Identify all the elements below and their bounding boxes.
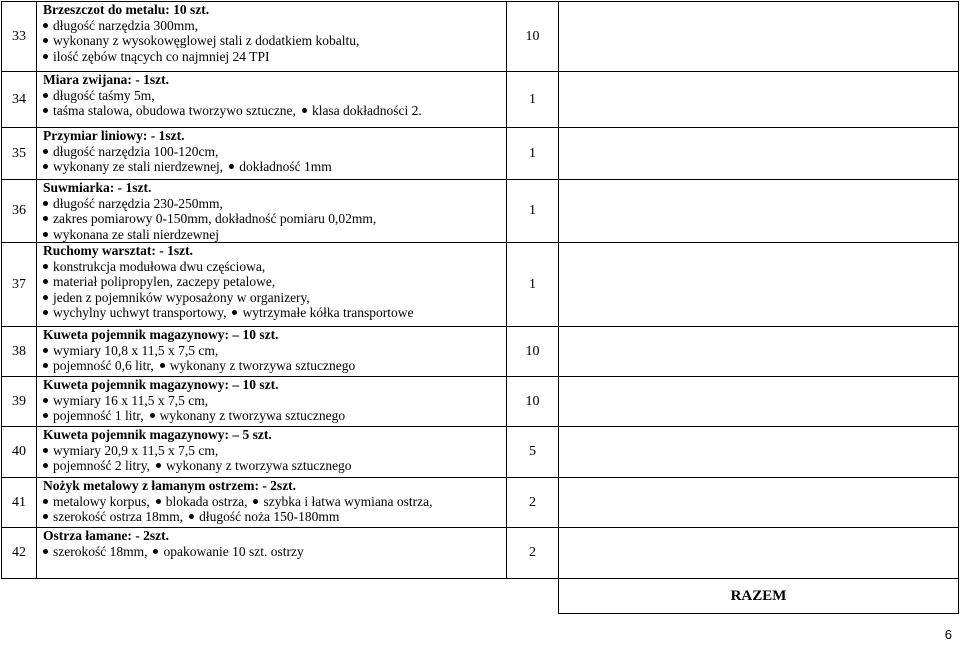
spec-item (232, 305, 413, 320)
bullet-icon (43, 463, 48, 468)
spec-line (43, 393, 506, 409)
row-number: 38 (2, 327, 37, 377)
spec-text: pojemność 2 litry, (53, 458, 150, 473)
spec-line (43, 159, 506, 175)
bullet-icon (43, 149, 48, 154)
item-title: Kuweta pojemnik magazynowy: – 5 szt. (43, 427, 272, 442)
item-title: Kuweta pojemnik magazynowy: – 10 szt. (43, 377, 279, 392)
table-row (2, 180, 959, 243)
spec-line (43, 443, 506, 459)
bullet-icon (43, 216, 48, 221)
spec-item (43, 103, 296, 118)
table-row (2, 427, 959, 478)
total-spacer-2 (37, 579, 507, 614)
spec-line (43, 544, 506, 560)
page-number: 6 (944, 627, 952, 642)
spec-text: pojemność 0,6 litr, (53, 358, 154, 373)
item-title: Kuweta pojemnik magazynowy: – 10 szt. (43, 327, 279, 342)
spec-text: konstrukcja modułowa dwu częściowa, (53, 258, 266, 274)
spec-item (43, 144, 218, 159)
spec-item (43, 274, 275, 289)
spec-item (43, 49, 269, 64)
item-description (37, 2, 507, 72)
bullet-icon (43, 448, 48, 453)
item-description (37, 243, 507, 327)
spec-text: długość narzędzia 300mm, (53, 17, 199, 33)
empty-cell (559, 478, 959, 528)
bullet-icon (302, 108, 307, 113)
item-quantity: 1 (507, 128, 559, 180)
spec-text: blokada ostrza, (165, 493, 248, 509)
spec-item (150, 408, 346, 423)
empty-cell (559, 72, 959, 128)
spec-text: wymiary 20,9 x 11,5 x 7,5 cm, (53, 442, 219, 458)
item-quantity: 1 (507, 180, 559, 243)
total-label: RAZEM (559, 579, 959, 614)
spec-item (43, 290, 310, 305)
item-title: Miara zwijana: - 1szt. (43, 72, 169, 87)
spec-item (43, 544, 147, 559)
spec-item (43, 211, 376, 226)
spec-item (156, 458, 352, 473)
empty-cell (559, 243, 959, 327)
spec-item (43, 33, 359, 48)
spec-item (43, 343, 218, 358)
item-quantity: 1 (507, 72, 559, 128)
spec-item (43, 259, 265, 274)
item-quantity: 2 (507, 528, 559, 579)
spec-item (156, 494, 248, 509)
spec-item (43, 494, 150, 509)
empty-cell (559, 180, 959, 243)
spec-item (302, 103, 422, 118)
spec-item (43, 18, 198, 33)
table-body (2, 2, 959, 579)
item-title: Suwmiarka: - 1szt. (43, 180, 152, 195)
empty-cell (559, 128, 959, 180)
spec-line (43, 144, 506, 160)
bullet-icon (153, 549, 158, 554)
row-number: 37 (2, 243, 37, 327)
bullet-icon (253, 499, 258, 504)
spec-item (43, 358, 154, 373)
spec-line (43, 259, 506, 275)
table-row (2, 128, 959, 180)
item-title: Ruchomy warsztat: - 1szt. (43, 243, 193, 258)
spec-item (253, 494, 432, 509)
spec-text: wykonany z wysokowęglowej stali z dodatkiem kobaltu, (53, 33, 360, 48)
bullet-icon (43, 499, 48, 504)
item-description (37, 377, 507, 427)
item-description (37, 427, 507, 478)
spec-item (43, 159, 223, 174)
spec-text: szerokość ostrza 18mm, (53, 509, 184, 524)
row-number: 34 (2, 72, 37, 128)
bullet-icon (43, 54, 48, 59)
bullet-icon (160, 363, 165, 368)
bullet-icon (43, 549, 48, 554)
bullet-icon (43, 201, 48, 206)
spec-line (43, 358, 506, 374)
spec-line (43, 494, 506, 510)
spec-line (43, 103, 506, 119)
spec-item (160, 358, 356, 373)
spec-text: wykonany z tworzywa sztucznego (166, 458, 352, 473)
bullet-icon (229, 164, 234, 169)
spec-line (43, 274, 506, 290)
spec-line (43, 408, 506, 424)
item-quantity: 1 (507, 243, 559, 327)
spec-text: wykonany z tworzywa sztucznego (169, 358, 356, 373)
bullet-icon (43, 279, 48, 284)
spec-item (43, 408, 144, 423)
spec-text: szerokość 18mm, (53, 543, 148, 559)
spec-item (43, 509, 183, 524)
spec-text: wykonany ze stali nierdzewnej, (53, 159, 224, 174)
spec-item (43, 305, 226, 320)
row-number: 39 (2, 377, 37, 427)
bullet-icon (156, 463, 161, 468)
spec-line (43, 49, 506, 65)
item-description (37, 478, 507, 528)
spec-line (43, 227, 506, 243)
specification-table (1, 1, 959, 614)
spec-text: ilość zębów tnących co najmniej 24 TPI (53, 48, 270, 64)
bullet-icon (43, 413, 48, 418)
bullet-icon (43, 398, 48, 403)
spec-text: długość taśmy 5m, (53, 87, 155, 103)
spec-text: wykonana ze stali nierdzewnej (53, 226, 220, 242)
item-title: Ostrza łamane: - 2szt. (43, 528, 169, 543)
item-description (37, 72, 507, 128)
spec-text: długość noża 150-180mm (199, 509, 340, 524)
spec-line (43, 343, 506, 359)
bullet-icon (43, 23, 48, 28)
bullet-icon (156, 499, 161, 504)
item-quantity: 10 (507, 377, 559, 427)
table-row (2, 528, 959, 579)
empty-cell (559, 327, 959, 377)
spec-line (43, 211, 506, 227)
spec-text: wytrzymałe kółka transportowe (242, 305, 414, 320)
bullet-icon (150, 413, 155, 418)
spec-item (189, 509, 339, 524)
spec-item (43, 88, 155, 103)
spec-item (43, 443, 218, 458)
table-row (2, 327, 959, 377)
row-number: 40 (2, 427, 37, 478)
item-quantity: 2 (507, 478, 559, 528)
item-quantity: 10 (507, 2, 559, 72)
row-number: 33 (2, 2, 37, 72)
spec-item (43, 227, 219, 242)
spec-text: materiał polipropylen, zaczepy petalowe, (53, 274, 276, 289)
table-row (2, 377, 959, 427)
spec-text: jeden z pojemników wyposażony w organizery, (53, 289, 310, 305)
spec-text: taśma stalowa, obudowa tworzywo sztuczne, (53, 103, 296, 118)
spec-line (43, 18, 506, 34)
spec-item (43, 393, 208, 408)
bullet-icon (43, 363, 48, 368)
bullet-icon (43, 310, 48, 315)
item-quantity: 5 (507, 427, 559, 478)
bullet-icon (43, 232, 48, 237)
spec-text: długość narzędzia 230-250mm, (53, 195, 223, 211)
bullet-icon (43, 93, 48, 98)
row-number: 36 (2, 180, 37, 243)
item-description (37, 528, 507, 579)
spec-line (43, 290, 506, 306)
spec-text: zakres pomiarowy 0-150mm, dokładność pomiaru 0,02mm, (53, 211, 377, 226)
empty-cell (559, 528, 959, 579)
spec-item (229, 159, 332, 174)
item-title: Nożyk metalowy z łamanym ostrzem: - 2szt. (43, 478, 297, 493)
bullet-icon (43, 108, 48, 113)
table-row (2, 2, 959, 72)
spec-text: wymiary 10,8 x 11,5 x 7,5 cm, (53, 342, 219, 358)
item-description (37, 327, 507, 377)
spec-text: metalowy korpus, (53, 493, 150, 509)
item-description (37, 180, 507, 243)
row-number: 35 (2, 128, 37, 180)
bullet-icon (43, 348, 48, 353)
item-title: Przymiar liniowy: - 1szt. (43, 128, 185, 143)
spec-line (43, 458, 506, 474)
table-row (2, 243, 959, 327)
spec-line (43, 88, 506, 104)
table-row (2, 478, 959, 528)
table-row (2, 72, 959, 128)
spec-text: wychylny uchwyt transportowy, (53, 305, 227, 320)
bullet-icon (43, 295, 48, 300)
spec-text: szybka i łatwa wymiana ostrza, (263, 493, 433, 509)
spec-text: długość narzędzia 100-120cm, (53, 143, 219, 159)
bullet-icon (43, 514, 48, 519)
empty-cell (559, 377, 959, 427)
spec-item (43, 458, 150, 473)
row-number: 42 (2, 528, 37, 579)
item-description (37, 128, 507, 180)
spec-item (153, 544, 303, 559)
spec-line (43, 33, 506, 49)
bullet-icon (43, 264, 48, 269)
spec-line (43, 305, 506, 321)
spec-text: opakowanie 10 szt. ostrzy (163, 543, 304, 559)
spec-line (43, 509, 506, 525)
spec-text: klasa dokładności 2. (311, 103, 422, 118)
bullet-icon (43, 164, 48, 169)
spec-text: dokładność 1mm (239, 159, 332, 174)
item-title: Brzeszczot do metalu: 10 szt. (43, 2, 210, 17)
total-spacer-3 (507, 579, 559, 614)
item-quantity: 10 (507, 327, 559, 377)
total-row (2, 579, 959, 614)
spec-text: wymiary 16 x 11,5 x 7,5 cm, (53, 392, 209, 408)
empty-cell (559, 427, 959, 478)
spec-item (43, 196, 223, 211)
spec-text: pojemność 1 litr, (53, 408, 144, 423)
empty-cell (559, 2, 959, 72)
bullet-icon (43, 38, 48, 43)
spec-text: wykonany z tworzywa sztucznego (159, 408, 346, 423)
spec-line (43, 196, 506, 212)
bullet-icon (232, 310, 237, 315)
total-spacer-1 (2, 579, 37, 614)
row-number: 41 (2, 478, 37, 528)
bullet-icon (189, 514, 194, 519)
